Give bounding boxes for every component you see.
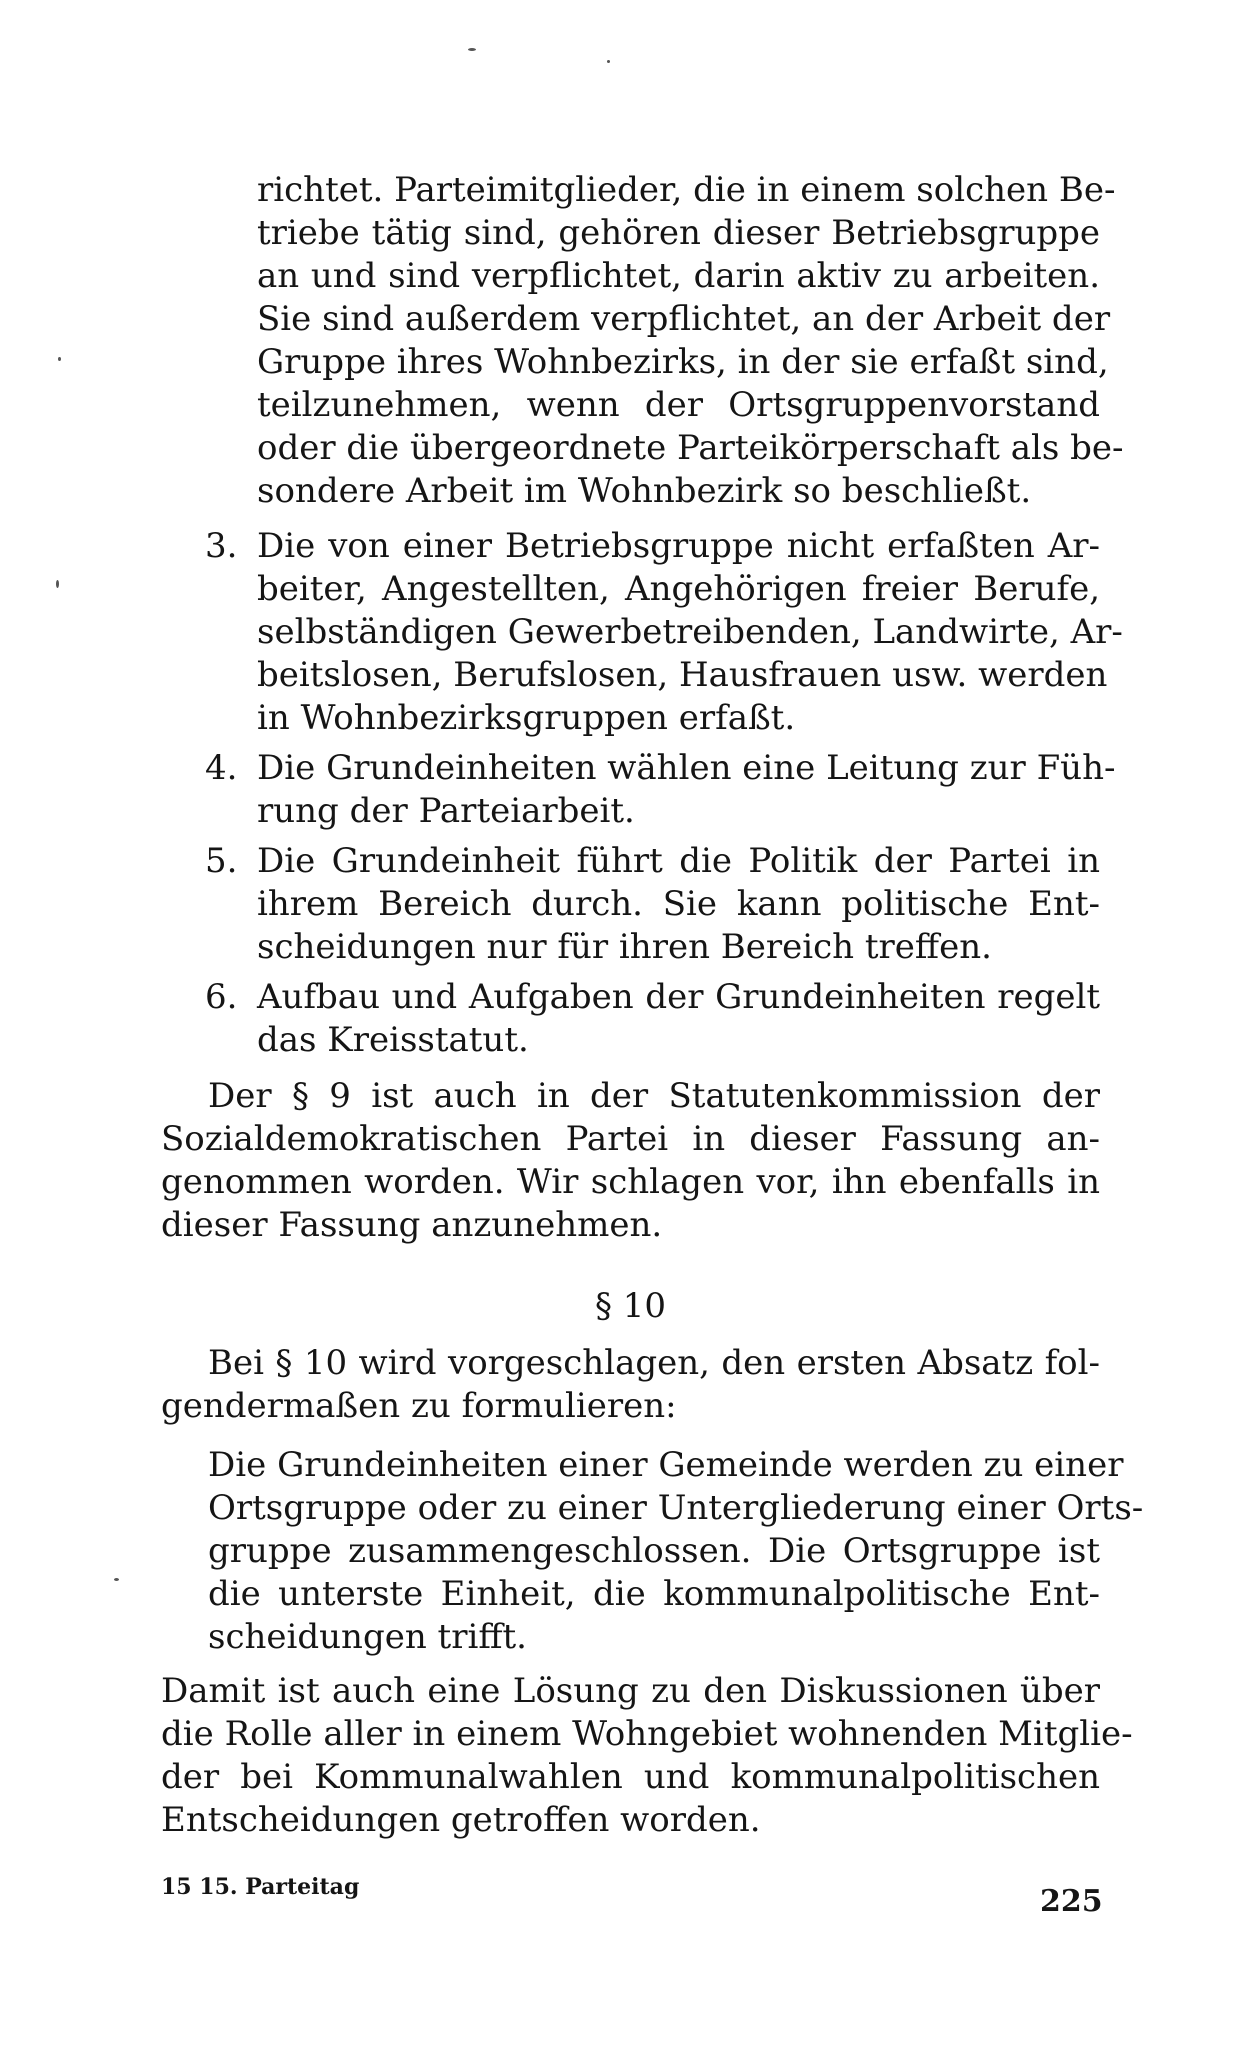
scan-speck (56, 580, 59, 588)
page-number: 225 (1040, 1884, 1103, 1919)
text-line: dieser Fassung anzunehmen. (161, 1205, 663, 1245)
text-line: Die von einer Betriebsgruppe nicht erfaßten Ar- (257, 526, 1100, 566)
text-line: Der § 9 ist auch in der Statutenkommission der (208, 1076, 1100, 1116)
text-line: sondere Arbeit im Wohnbezirk so beschließt. (257, 471, 1032, 511)
section-heading: § 10 (594, 1286, 667, 1326)
text-line: beiter, Angestellten, Angehörigen freier Berufe, (257, 569, 1100, 609)
text-line: der bei Kommunalwahlen und kommunalpolitischen (161, 1757, 1100, 1797)
text-line: Die Grundeinheiten wählen eine Leitung zur Füh- (257, 748, 1116, 788)
text-line: Sie sind außerdem verpflichtet, an der Arbeit der (257, 299, 1111, 339)
text-line: Damit ist auch eine Lösung zu den Diskussionen über (161, 1671, 1100, 1711)
scan-speck (58, 357, 61, 361)
text-line: die unterste Einheit, die kommunalpolitische Ent- (208, 1574, 1100, 1614)
text-line: Sozialdemokratischen Partei in dieser Fassung an- (161, 1119, 1100, 1159)
list-item-number: 5. (205, 841, 238, 881)
text-line: triebe tätig sind, gehören dieser Betriebsgruppe (257, 213, 1100, 253)
text-line: an und sind verpflichtet, darin aktiv zu arbeiten. (257, 256, 1100, 296)
text-line: gendermaßen zu formulieren: (161, 1386, 677, 1426)
text-line: das Kreisstatut. (257, 1020, 529, 1060)
text-line: scheidungen trifft. (208, 1617, 527, 1657)
text-line: teilzunehmen, wenn der Ortsgruppenvorstand (257, 385, 1100, 425)
text-line: Ortsgruppe oder zu einer Untergliederung einer Orts- (208, 1488, 1144, 1528)
scan-speck (607, 60, 610, 63)
text-line: die Rolle aller in einem Wohngebiet wohnenden Mitglie- (161, 1714, 1133, 1754)
scan-speck (114, 1578, 119, 1581)
list-item-number: 3. (205, 526, 238, 566)
text-line: richtet. Parteimitglieder, die in einem solchen Be- (257, 170, 1116, 210)
text-line: oder die übergeordnete Parteikörperschaft als be- (257, 428, 1124, 468)
text-line: genommen worden. Wir schlagen vor, ihn ebenfalls in (161, 1162, 1100, 1202)
scan-speck (468, 48, 476, 51)
text-line: rung der Parteiarbeit. (257, 791, 635, 831)
text-line: selbständigen Gewerbetreibenden, Landwirte, Ar- (257, 612, 1123, 652)
footer-signature: 15 15. Parteitag (161, 1874, 360, 1900)
text-line: beitslosen, Berufslosen, Hausfrauen usw. werden (257, 655, 1108, 695)
text-line: Gruppe ihres Wohnbezirks, in der sie erfaßt sind, (257, 342, 1109, 382)
text-line: gruppe zusammengeschlossen. Die Ortsgruppe ist (208, 1531, 1100, 1571)
text-line: scheidungen nur für ihren Bereich treffen. (257, 927, 992, 967)
text-line: Die Grundeinheit führt die Politik der Partei in (257, 841, 1100, 881)
text-line: Die Grundeinheiten einer Gemeinde werden zu einer (208, 1445, 1124, 1485)
text-line: Entscheidungen getroffen worden. (161, 1800, 761, 1840)
list-item-number: 4. (205, 748, 238, 788)
text-line: Aufbau und Aufgaben der Grundeinheiten regelt (257, 977, 1100, 1017)
text-line: in Wohnbezirksgruppen erfaßt. (257, 698, 796, 738)
text-line: Bei § 10 wird vorgeschlagen, den ersten Absatz fol- (208, 1343, 1100, 1383)
text-line: ihrem Bereich durch. Sie kann politische Ent- (257, 884, 1100, 924)
list-item-number: 6. (205, 977, 238, 1017)
